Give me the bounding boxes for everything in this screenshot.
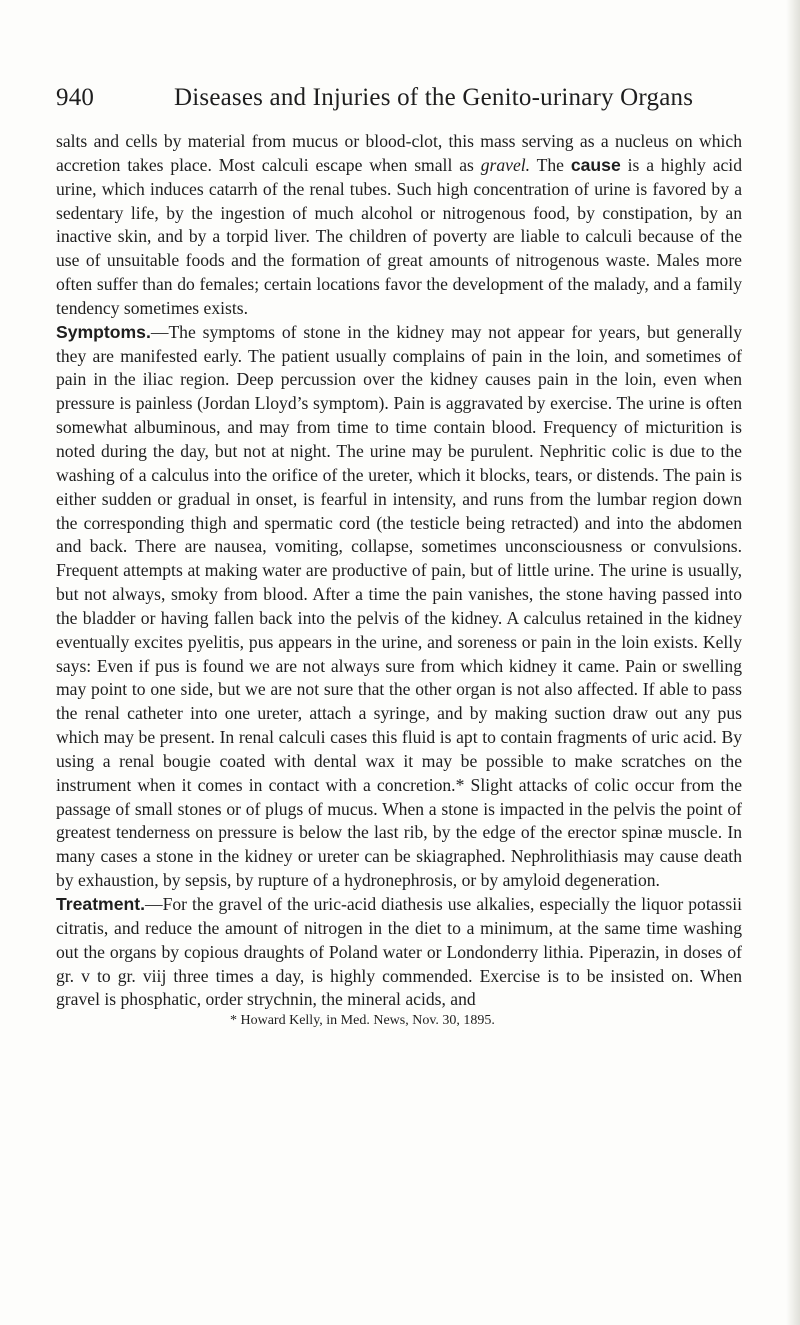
treatment-heading: Treatment.	[56, 894, 145, 914]
text-run: is a highly acid urine, which induces catarrh of the renal tubes. Such high concentration of urine is favored by a sedentary life, by the ingestion of much alcohol or nitrogenous food, by constipation, by an inactive skin, and by a torpid liver. The children of poverty are liable to calculi because of the use of unsuitable foods and the formation of great amounts of nitrogenous waste. Males more often suffer than do females; certain locations favor the development of the malady, and a family tendency sometimes exists.	[56, 154, 742, 318]
paragraph-treatment	[56, 893, 742, 1012]
running-header	[56, 84, 742, 124]
running-title: Diseases and Injuries of the Genito-urinary Organs	[174, 84, 694, 111]
page-edge-shadow	[786, 0, 800, 1325]
treatment-text: —For the gravel of the uric-acid diathesis use alkalies, especially the liquor potassii citratis, and reduce the amount of nitrogen in the diet to a minimum, at the same time washing out the organs by copious draughts of Poland water or Londonderry lithia. Piperazin, in doses of gr. v to gr. viij three times a day, is highly commended. Exercise is to be insisted on. When gravel is phosphatic, order strychnin, the mineral acids, and	[56, 894, 742, 1010]
text-run: The	[530, 154, 571, 175]
book-page	[56, 84, 742, 1029]
text-run: salts and cells by material from mucus or blood-clot, this mass serving as a nucleus on which accretion takes place. Most calculi escape when small as	[56, 131, 742, 175]
cause-label: cause	[570, 154, 621, 175]
symptoms-heading: Symptoms.	[56, 321, 151, 342]
paragraph-symptoms	[56, 321, 742, 893]
symptoms-text: —The symptoms of stone in the kidney may not appear for years, but generally they are manifested early. The patient usually complains of pain in the loin, and sometimes of pain in the iliac region. Deep percussion over the kidney causes pain in the loin, even when pressure is painless (Jordan Lloyd’s symptom). Pain is aggravated by exercise. The urine is often somewhat albuminous, and may from time to time contain blood. Frequency of micturition is noted during the day, but not at night. The urine may be purulent. Nephritic colic is due to the washing of a calculus into the orifice of the ureter, which it blocks, tears, or distends. The pain is either sudden or gradual in onset, is fearful in intensity, and runs from the lumbar region down the corresponding thigh and spermatic cord (the testicle being retracted) and into the abdomen and back. There are nausea, vomiting, collapse, sometimes unconsciousness or convulsions. Frequent attempts at making water are productive of pain, but of little urine. The urine is usually, but not always, smoky from blood. After a time the pain vanishes, the stone having passed into the bladder or having fallen back into the pelvis of the kidney. A calculus retained in the kidney eventually excites pyelitis, pus appears in the urine, and soreness or pain in the loin exists. Kelly says: Even if pus is found we are not always sure from which kidney it came. Pain or swelling may point to one side, but we are not sure that the other organ is not also affected. If able to pass the renal catheter into one ureter, attach a syringe, and by making suction draw out any pus which may be present. In renal calculi cases this fluid is apt to contain fragments of uric acid. By using a renal bougie coated with dental wax it may be possible to make scratches on the instrument when it comes in contact with a concretion.* Slight attacks of colic occur from the passage of small stones or of plugs of mucus. When a stone is impacted in the pelvis the point of greatest tenderness on pressure is below the last rib, by the edge of the erector spinæ muscle. In many cases a stone in the kidney or ureter can be skiagraphed. Nephrolithiasis may cause death by exhaustion, by sepsis, by rupture of a hydronephrosis, or by amyloid degeneration.	[56, 321, 742, 891]
footnote: * Howard Kelly, in Med. News, Nov. 30, 1895.	[230, 1013, 495, 1029]
body-text	[56, 130, 742, 1012]
page-number: 940	[56, 84, 95, 111]
italic-term-gravel: gravel.	[480, 154, 531, 175]
paragraph-causes	[56, 130, 742, 321]
